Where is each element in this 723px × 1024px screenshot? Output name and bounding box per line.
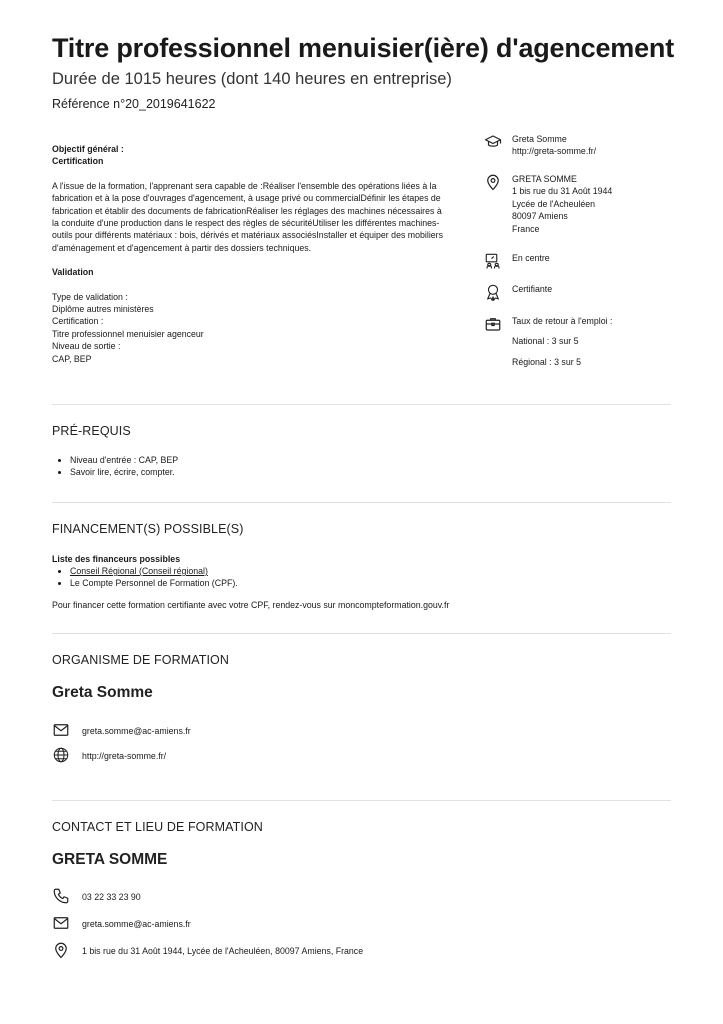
classroom-icon <box>484 252 504 272</box>
financeur-link[interactable]: Conseil Régional (Conseil régional) <box>70 566 208 576</box>
map-pin-icon <box>52 941 72 961</box>
prerequis-list <box>52 454 178 479</box>
regional-rate <box>512 356 672 368</box>
organisme-name: Greta Somme <box>52 684 153 701</box>
contact-address: 1 bis rue du 31 Août 1944, Lycée de l'Acheuléen, 80097 Amiens, France <box>82 946 364 956</box>
employment-label: Taux de retour à l'emploi : <box>512 316 613 326</box>
map-pin-icon <box>484 173 504 193</box>
organisme-email[interactable]: greta.somme@ac-amiens.fr <box>82 726 191 736</box>
contact-title: CONTACT ET LIEU DE FORMATION <box>52 820 263 834</box>
regional-value: 3 sur 5 <box>554 356 581 367</box>
national-rate <box>512 335 672 347</box>
organism-info <box>484 133 672 158</box>
financement-title: FINANCEMENT(S) POSSIBLE(S) <box>52 522 244 536</box>
certification-info <box>484 283 672 303</box>
description-line: outils pour différents matériaux : bois, dérivés et matériaux associésInstaller et équiper des mobiliers <box>52 230 443 241</box>
contact-email[interactable]: greta.somme@ac-amiens.fr <box>82 919 191 929</box>
address-line: GRETA SOMME <box>512 174 577 184</box>
address-line: France <box>512 223 540 234</box>
financeurs-heading: Liste des financeurs possibles <box>52 554 181 564</box>
training-mode: En centre <box>512 253 550 263</box>
envelope-icon <box>52 914 72 934</box>
graduation-cap-icon <box>484 133 504 153</box>
organisme-email-row <box>52 721 191 741</box>
divider <box>52 800 671 801</box>
duration-subtitle: Durée de 1015 heures (dont 140 heures en entreprise) <box>52 70 452 88</box>
validation-heading: Validation <box>52 267 94 278</box>
objectif-value: Certification <box>52 156 104 167</box>
address-line: Lycée de l'Acheuléen <box>512 198 596 209</box>
contact-email-row <box>52 914 191 934</box>
description-column <box>52 143 457 365</box>
mode-info <box>484 252 672 272</box>
employment-info <box>484 315 672 368</box>
briefcase-icon <box>484 315 504 335</box>
validation-line: CAP, BEP <box>52 353 92 364</box>
globe-icon <box>52 746 72 766</box>
list-item: • Le Compte Personnel de Formation (CPF). <box>70 577 238 589</box>
national-value: 3 sur 5 <box>551 336 579 347</box>
divider <box>52 404 671 405</box>
national-label: National : <box>512 336 550 347</box>
objectif-description <box>52 180 457 254</box>
organism-name: Greta Somme <box>512 134 567 144</box>
envelope-icon <box>52 721 72 741</box>
cpf-note: Pour financer cette formation certifiante avec votre CPF, rendez-vous sur moncompteformation.gouv.fr <box>52 600 450 610</box>
reference-number: Référence n°20_2019641622 <box>52 97 216 111</box>
list-item: • Niveau d'entrée : CAP, BEP <box>70 454 178 466</box>
regional-label: Régional : <box>512 356 552 367</box>
award-icon <box>484 283 504 303</box>
contact-address-row <box>52 941 363 961</box>
description-line: la conduite d'une production dans le respect des règles de sécuritéUtiliser les différentes machines- <box>52 218 440 229</box>
validation-line: Certification : <box>52 316 104 327</box>
address-line: 1 bis rue du 31 Août 1944 <box>512 186 613 197</box>
organisme-website-row <box>52 746 166 766</box>
financeurs-list <box>52 565 238 590</box>
contact-phone[interactable]: 03 22 33 23 90 <box>82 892 141 902</box>
organism-url[interactable]: http://greta-somme.fr/ <box>512 146 597 157</box>
certifying-label: Certifiante <box>512 284 553 294</box>
divider <box>52 633 671 634</box>
description-line: A l'issue de la formation, l'apprenant sera capable de :Réaliser l'ensemble des opérations liées à la <box>52 180 437 191</box>
page-title: Titre professionnel menuisier(ière) d'agencement <box>52 33 674 63</box>
validation-line: Titre professionnel menuisier agenceur <box>52 328 204 339</box>
address-info <box>484 173 672 235</box>
organisme-title: ORGANISME DE FORMATION <box>52 653 229 667</box>
prerequis-title: PRÉ-REQUIS <box>52 424 131 438</box>
list-item <box>70 565 238 577</box>
validation-line: Niveau de sortie : <box>52 341 121 352</box>
contact-name: GRETA SOMME <box>52 851 168 868</box>
description-line: fabrication et à la pose d'ouvrages d'agencement, à usage privé ou commercialDéfinir les étapes de <box>52 193 441 204</box>
validation-line: Diplôme autres ministères <box>52 304 154 315</box>
address-line: 80097 Amiens <box>512 211 568 222</box>
description-line: d'aménagement et d'agencement à partir des dossiers techniques. <box>52 242 312 253</box>
objectif-label: Objectif général : <box>52 144 124 154</box>
divider <box>52 502 671 503</box>
list-item: • Savoir lire, écrire, compter. <box>70 466 178 478</box>
contact-phone-row <box>52 887 141 907</box>
description-line: fabrication et établir des documents de fabricationRéaliser les réglages des machines nécessaires à <box>52 205 442 216</box>
organisme-website[interactable]: http://greta-somme.fr/ <box>82 751 167 761</box>
phone-icon <box>52 887 72 907</box>
validation-line: Type de validation : <box>52 291 128 302</box>
